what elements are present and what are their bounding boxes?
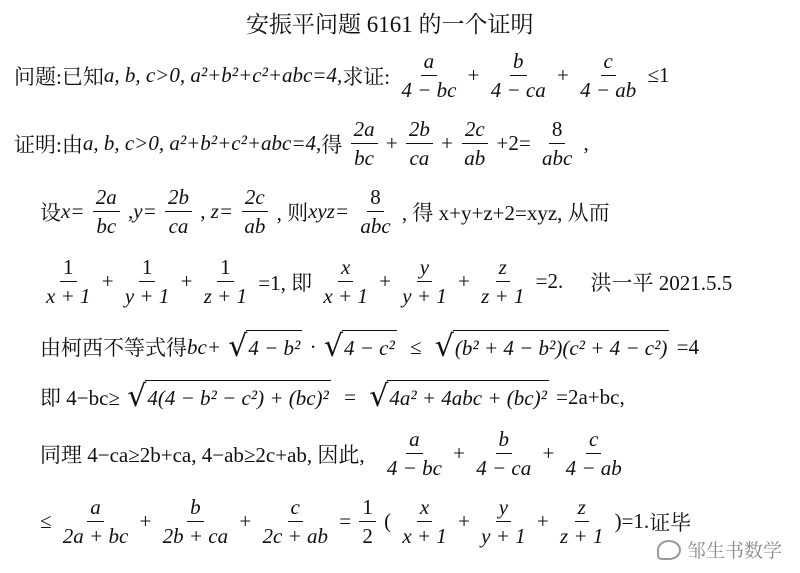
fraction: $\frac{c}{2c + ab}$ xyxy=(262,495,328,549)
fraction: $\frac{b}{2b + ca}$ xyxy=(162,495,229,549)
fraction: $\frac{x}{x + 1}$ xyxy=(402,495,447,549)
fraction: $\frac{c}{4 - ab}$ xyxy=(565,427,622,481)
problem-line: 问题:已知a, b, c>0, a²+b²+c²+abc=4,求证: $\frac{a}{4 - bc}$ + $\frac{b}{4 - ca}$ + $\frac{c}{4 - ab}$ ≤1 xyxy=(14,49,670,103)
fraction: $\frac{y}{y + 1}$ xyxy=(481,495,526,549)
fraction: $\frac{b}{4 - ca}$ xyxy=(490,49,546,103)
fraction: $\frac{y}{y + 1}$ xyxy=(402,255,447,309)
watermark xyxy=(657,536,782,563)
square-root: √ 4(4 − b² − c²) + (bc)² xyxy=(127,379,329,414)
square-root: √ (b² + 4 − b²)(c² + 4 − c²) xyxy=(434,329,668,364)
fraction: $\frac{c}{4 - ab}$ xyxy=(580,49,637,103)
proof-line: 证明:由a, b, c>0, a²+b²+c²+abc=4,得 $\frac{2a}{bc}$ + $\frac{2b}{ca}$ + $\frac{2c}{ab}$ +2= $\frac{8}{\text{abc}}$ , xyxy=(14,117,589,171)
fraction: $\frac{a}{4 - bc}$ xyxy=(401,49,457,103)
fraction: $\frac{2a}{bc}$ xyxy=(351,118,378,169)
final-line: ≤ $\frac{a}{2a + bc}$ + $\frac{b}{2b + ca}$ + $\frac{c}{2c + ab}$ = $\frac{1}{2}$ ( $\frac{x}{x + 1}$ + $\frac{y}{y + 1}$ + $\frac{z}{z + 1}$ )=1.证毕 xyxy=(40,495,692,549)
fraction: $\frac{2a}{bc}$ xyxy=(93,186,120,237)
substitution-line: 设x= $\frac{2a}{bc}$ ,y= $\frac{2b}{ca}$ , z= $\frac{2c}{ab}$ , 则xyz= $\frac{8}{\text{abc}}$ , 得 x+y+z+2=xyz, 从而 xyxy=(40,185,610,239)
fraction: $\frac{1}{z + 1}$ xyxy=(203,255,248,309)
fraction: $\frac{a}{4 - bc}$ xyxy=(386,427,442,481)
watermark-text: 邹生书数学 xyxy=(686,540,782,562)
fraction: $\frac{1}{y + 1}$ xyxy=(124,255,170,309)
fraction: $\frac{2c}{ab}$ xyxy=(461,118,488,169)
fraction: $\frac{1}{2}$ xyxy=(359,496,376,547)
similar-line: 同理 4−ca≥2b+ca, 4−ab≥2c+ab, 因此, $\frac{a}{4 - bc}$ + $\frac{b}{4 - ca}$ + $\frac{c}{4 - ab}$ xyxy=(40,428,628,479)
fraction: $\frac{2b}{ca}$ xyxy=(165,186,192,237)
fraction: $\frac{z}{z + 1}$ xyxy=(481,255,525,309)
reciprocal-line: $\frac{1}{x + 1}$ + $\frac{1}{y + 1}$ + $\frac{1}{z + 1}$ =1, 即 $\frac{x}{x + 1}$ + $\frac{y}{y + 1}$ + $\frac{z}{z + 1}$ =2. 洪一平 2021.5.5 xyxy=(40,256,732,307)
fraction: $\frac{x}{x + 1}$ xyxy=(323,255,368,309)
wechat-icon xyxy=(657,540,681,560)
fraction: $\frac{2b}{ca}$ xyxy=(406,118,433,169)
fraction: $\frac{1}{x + 1}$ xyxy=(46,255,91,309)
square-root: √ 4 − c² xyxy=(323,329,395,364)
square-root: √ 4a² + 4abc + (bc)² xyxy=(369,379,547,414)
fraction: $\frac{8}{\text{abc}}$ xyxy=(541,117,573,171)
square-root: √ 4 − b² xyxy=(228,329,301,364)
author-date: 洪一平 2021.5.5 xyxy=(590,270,733,295)
step-line: 即 4−bc≥ √ 4(4 − b² − c²) + (bc)² = √ 4a² + 4abc + (bc)² =2a+bc, xyxy=(40,379,625,414)
fraction: $\frac{8}{\text{abc}}$ xyxy=(360,185,391,239)
fraction: $\frac{2c}{ab}$ xyxy=(241,186,268,237)
fraction: $\frac{b}{4 - ca}$ xyxy=(476,427,532,481)
fraction: $\frac{a}{2a + bc}$ xyxy=(62,495,129,549)
cauchy-line: 由柯西不等式得bc+ √ 4 − b² · √ 4 − c² ≤ √ (b² + 4 − b²)(c² + 4 − c²) =4 xyxy=(40,329,699,364)
fraction: $\frac{z}{z + 1}$ xyxy=(560,495,604,549)
page-title: 安振平问题 6161 的一个证明 xyxy=(246,12,534,37)
